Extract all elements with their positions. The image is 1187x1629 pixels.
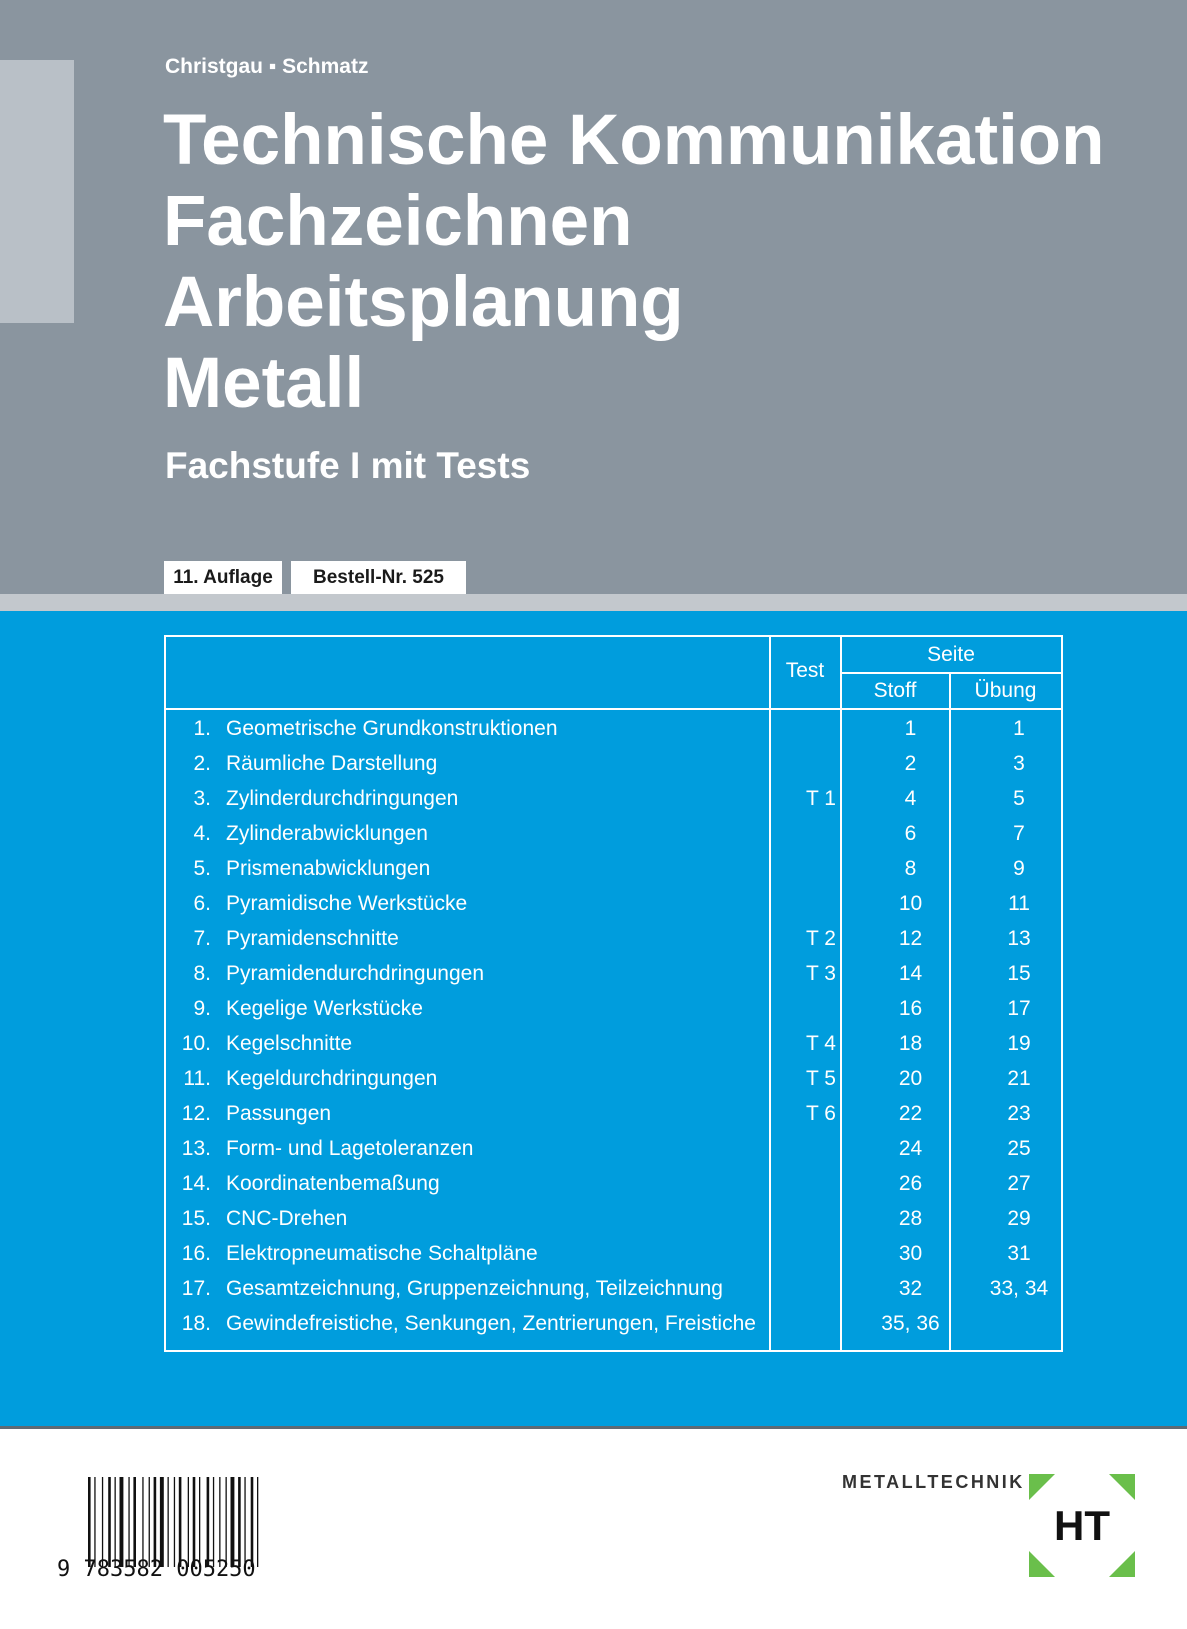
toc-row-stoff: 18: [898, 1032, 923, 1055]
header-uebung: Übung: [974, 679, 1037, 702]
toc-row: [166, 1236, 1061, 1271]
table-divider: [166, 708, 1061, 710]
toc-row-uebung: 27: [1007, 1172, 1031, 1195]
toc-row-number: 14.: [181, 1172, 211, 1195]
toc-row-number: 17.: [181, 1277, 211, 1300]
header-test: Test: [785, 659, 825, 682]
toc-row-number: 2.: [193, 752, 211, 775]
toc-row-stoff: 30: [898, 1242, 923, 1265]
header-seite: Seite: [927, 643, 975, 666]
title-line: Fachzeichnen: [163, 182, 633, 261]
toc-row-number: 13.: [181, 1137, 211, 1160]
barcode-bar: [231, 1477, 235, 1567]
toc-row-title: Kegeldurchdringungen: [226, 1067, 438, 1090]
table-divider: [840, 672, 1061, 674]
toc-row: [166, 746, 1061, 781]
toc-row: [166, 1306, 1061, 1341]
toc-row-test: T 5: [806, 1067, 836, 1090]
toc-row: [166, 991, 1061, 1026]
barcode-bar: [193, 1477, 196, 1567]
toc-row: [166, 1026, 1061, 1061]
toc-row-uebung: 5: [1013, 787, 1025, 810]
toc-row-title: Passungen: [226, 1102, 332, 1125]
toc-row-uebung: 17: [1007, 997, 1031, 1020]
toc-row-title: Pyramidenschnitte: [226, 927, 399, 950]
barcode-bar: [188, 1477, 189, 1567]
barcode-bar: [128, 1477, 129, 1567]
toc-row-number: 16.: [181, 1242, 211, 1265]
barcode-bar: [257, 1477, 258, 1567]
barcode-bar: [94, 1477, 95, 1567]
toc-row-uebung: 11: [1008, 892, 1030, 915]
toc-row-test: T 3: [806, 962, 836, 985]
toc-row-stoff: 20: [898, 1067, 923, 1090]
toc-row-stoff: 6: [904, 822, 917, 845]
barcode-bar: [238, 1477, 241, 1567]
contents-bottom-line: [0, 1426, 1187, 1429]
toc-row-number: 4.: [193, 822, 211, 845]
toc-row: [166, 956, 1061, 991]
barcode-bar: [174, 1477, 175, 1567]
toc-row-title: Form- und Lagetoleranzen: [226, 1137, 474, 1160]
toc-row-title: Kegelschnitte: [226, 1032, 353, 1055]
toc-row-test: T 2: [806, 927, 836, 950]
toc-row-stoff: 22: [898, 1102, 923, 1125]
header-stoff: Stoff: [873, 679, 917, 702]
barcode-bar: [142, 1477, 143, 1567]
authors: Christgau ▪ Schmatz: [165, 55, 369, 78]
toc-row: [166, 711, 1061, 746]
toc-row-uebung: 31: [1007, 1242, 1031, 1265]
toc-row-title: Zylinderdurchdringungen: [226, 787, 459, 810]
toc-row-title: Gesamtzeichnung, Gruppenzeichnung, Teilzeichnung: [226, 1277, 723, 1300]
toc-row: [166, 1201, 1061, 1236]
barcode-bar: [199, 1477, 200, 1567]
barcode-bar: [154, 1477, 157, 1567]
toc-row-title: Pyramidische Werkstücke: [226, 892, 468, 915]
book-title: [163, 100, 1105, 424]
toc-row-uebung: 1: [1013, 717, 1025, 740]
title-line: Technische Kommunikation: [163, 101, 1105, 180]
toc-row-number: 7.: [193, 927, 211, 950]
toc-row-number: 10.: [181, 1032, 211, 1055]
logo-text: HT: [1054, 1502, 1110, 1549]
barcode: [88, 1477, 286, 1567]
toc-row-title: Gewindefreistiche, Senkungen, Zentrierungen, Freistiche: [226, 1312, 756, 1335]
toc-row: [166, 851, 1061, 886]
toc-row-uebung: 23: [1007, 1102, 1031, 1125]
barcode-bar: [207, 1477, 210, 1567]
toc-row-title: Kegelige Werkstücke: [226, 997, 423, 1020]
toc-row-stoff: 26: [898, 1172, 923, 1195]
toc-row-stoff: 2: [904, 752, 917, 775]
toc-row: [166, 816, 1061, 851]
barcode-bar: [168, 1477, 169, 1567]
toc-row: [166, 886, 1061, 921]
toc-row-stoff: 10: [898, 892, 923, 915]
toc-row: [166, 1096, 1061, 1131]
barcode-digits: 9 783582 005250: [57, 1557, 256, 1582]
toc-row-number: 3.: [193, 787, 211, 810]
order-number-tag: Bestell-Nr. 525: [291, 561, 466, 594]
barcode-bar: [108, 1477, 111, 1567]
toc-row: [166, 921, 1061, 956]
barcode-bar: [102, 1477, 103, 1567]
toc-row-title: Prismenabwicklungen: [226, 857, 431, 880]
toc-row-test: T 1: [806, 787, 836, 810]
toc-row-number: 12.: [181, 1102, 211, 1125]
toc-row-stoff: 35, 36: [881, 1312, 940, 1335]
barcode-bar: [219, 1477, 220, 1567]
barcode-bar: [251, 1477, 254, 1567]
toc-row-uebung: 13: [1007, 927, 1031, 950]
toc-row-stoff: 8: [904, 857, 917, 880]
barcode-bar: [133, 1477, 136, 1567]
toc-row-stoff: 12: [898, 927, 923, 950]
title-line: Metall: [163, 344, 365, 423]
toc-row-number: 9.: [193, 997, 211, 1020]
toc-row-stoff: 24: [898, 1137, 923, 1160]
barcode-bar: [115, 1477, 116, 1567]
barcode-bar: [160, 1477, 164, 1567]
cover-divider-stripe: [0, 594, 1187, 611]
toc-row-title: Elektropneumatische Schaltpläne: [226, 1242, 538, 1265]
barcode-bar: [88, 1477, 91, 1567]
toc-row-number: 8.: [193, 962, 211, 985]
toc-row-stoff: 16: [898, 997, 923, 1020]
barcode-bar: [120, 1477, 124, 1567]
toc-row-uebung: 33, 34: [989, 1277, 1049, 1300]
brand-label: METALLTECHNIK: [842, 1472, 1025, 1492]
edition-tag: 11. Auflage: [164, 561, 282, 594]
toc-row-title: CNC-Drehen: [226, 1207, 348, 1230]
barcode-bar: [244, 1477, 245, 1567]
toc-row-number: 11.: [183, 1067, 211, 1090]
book-subtitle: Fachstufe I mit Tests: [165, 445, 531, 486]
barcode-bar: [226, 1477, 227, 1567]
table-of-contents: [164, 635, 1063, 1352]
toc-row-number: 6.: [193, 892, 211, 915]
barcode-bar: [149, 1477, 150, 1567]
toc-row-uebung: 19: [1007, 1032, 1031, 1055]
toc-row: [166, 1271, 1061, 1306]
toc-row-title: Zylinderabwicklungen: [226, 822, 428, 845]
toc-row-uebung: 15: [1007, 962, 1031, 985]
barcode-bar: [213, 1477, 214, 1567]
toc-row-title: Räumliche Darstellung: [226, 752, 438, 775]
toc-row-test: T 4: [806, 1032, 836, 1055]
toc-row-uebung: 29: [1007, 1207, 1031, 1230]
toc-row-test: T 6: [806, 1102, 836, 1125]
toc-row-title: Koordinatenbemaßung: [226, 1172, 440, 1195]
toc-row-uebung: 3: [1013, 752, 1025, 775]
toc-row-stoff: 4: [904, 787, 917, 810]
ht-logo-icon: [1029, 1474, 1135, 1577]
toc-row-title: Geometrische Grundkonstruktionen: [226, 717, 558, 740]
toc-row-title: Pyramidendurchdringungen: [226, 962, 484, 985]
toc-row-uebung: 9: [1013, 857, 1025, 880]
toc-row-number: 1.: [193, 717, 211, 740]
toc-row-stoff: 14: [898, 962, 923, 985]
title-line: Arbeitsplanung: [163, 263, 684, 342]
toc-row-stoff: 28: [898, 1207, 923, 1230]
toc-row: [166, 781, 1061, 816]
barcode-bar: [179, 1477, 182, 1567]
toc-row: [166, 1131, 1061, 1166]
toc-row: [166, 1061, 1061, 1096]
cover-accent-bar: [0, 60, 74, 323]
toc-row-number: 5.: [193, 857, 211, 880]
toc-row: [166, 1166, 1061, 1201]
toc-row-number: 18.: [181, 1312, 211, 1335]
toc-row-uebung: 7: [1013, 822, 1025, 845]
toc-row-uebung: 21: [1007, 1067, 1031, 1090]
toc-row-number: 15.: [181, 1207, 211, 1230]
toc-row-stoff: 1: [904, 717, 917, 740]
toc-row-uebung: 25: [1007, 1137, 1031, 1160]
toc-row-stoff: 32: [898, 1277, 923, 1300]
